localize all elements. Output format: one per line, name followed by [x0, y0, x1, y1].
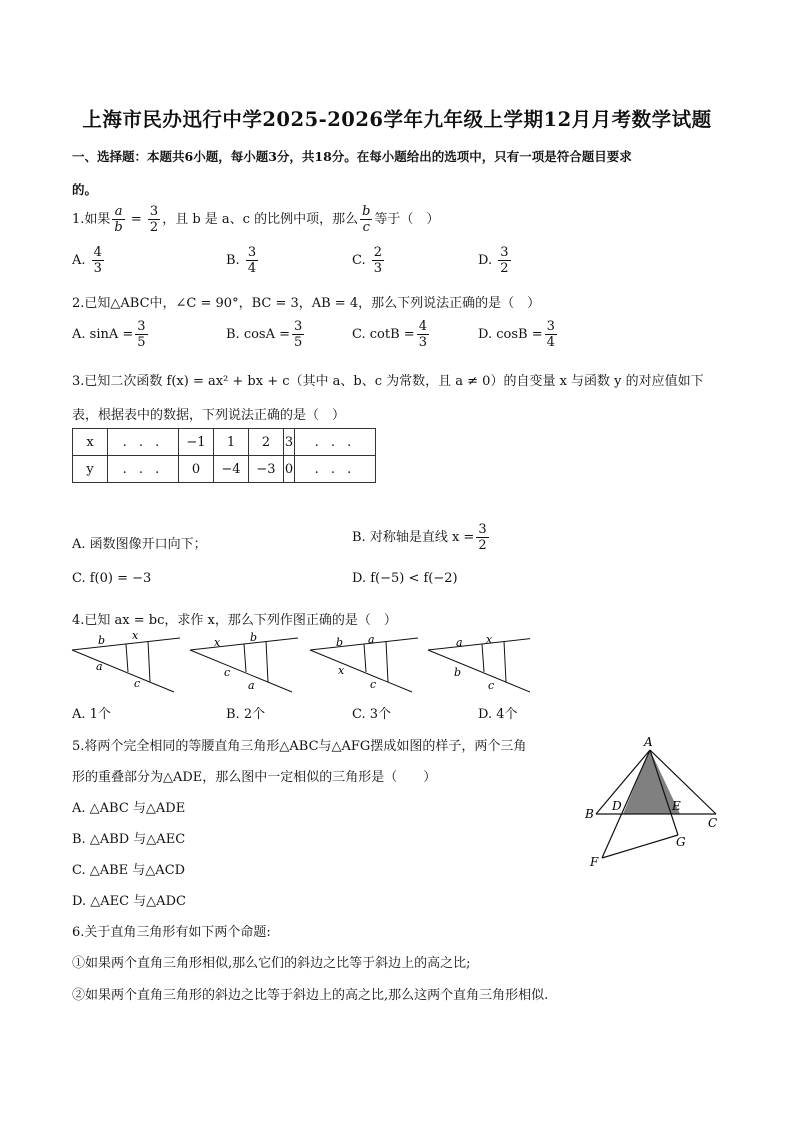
q1-option-a: A. $\frac{4}{3}$ — [72, 245, 102, 276]
question-6-stem: 6.关于直角三角形有如下两个命题: — [72, 925, 271, 940]
table-cell: 2 — [249, 429, 284, 456]
q2-option-b: B. cosA = $\frac{3}{5}$ — [226, 319, 303, 350]
vertex-label-f: F — [590, 855, 599, 869]
vertex-label-g: G — [676, 835, 686, 849]
vertex-label-b: B — [585, 807, 594, 821]
table-cell: 3 — [284, 429, 295, 456]
q4-d2-label: a — [248, 679, 255, 692]
q5-triangle-figure — [578, 734, 728, 874]
table-cell: 0 — [179, 456, 214, 483]
table-cell: x — [73, 429, 108, 456]
q3-value-table — [72, 428, 376, 483]
question-5-stem-line1: 5.将两个完全相同的等腰直角三角形△ABC与△AFG摆成如图的样子，两个三角 — [72, 739, 527, 754]
vertex-label-c: C — [708, 816, 718, 830]
section-heading-line1: 一、选择题：本题共6小题，每小题3分，共18分。在每小题给出的选项中，只有一项是符合题目要求 — [72, 149, 632, 164]
q4-d2-label: b — [250, 631, 258, 644]
q1-fraction-32: $\frac{3}{2}$ — [149, 204, 159, 235]
q4-d3-label: a — [368, 633, 375, 646]
q1-fraction-bc: $\frac{b}{c}$ — [362, 204, 371, 235]
q4-d1-label: x — [132, 630, 139, 642]
table-cell: . . . — [295, 456, 376, 483]
question-3-stem-line1: 3.已知二次函数 f(x) = ax² + bx + c（其中 a、b、c 为常数，且 a ≠ 0）的自变量 x 与函数 y 的对应值如下 — [72, 374, 704, 389]
q4-d4-label: b — [454, 666, 462, 679]
q4-d2-label: x — [214, 636, 221, 649]
table-cell: −1 — [179, 429, 214, 456]
q5-option-d: D. △AEC 与△ADC — [72, 894, 186, 909]
vertex-label-e: E — [672, 799, 681, 813]
table-cell: . . . — [295, 429, 376, 456]
q1-option-c: C. $\frac{2}{3}$ — [352, 245, 383, 276]
q6-proposition-2: ②如果两个直角三角形的斜边之比等于斜边上的高之比,那么这两个直角三角形相似. — [72, 988, 549, 1003]
question-2-stem: 2.已知△ABC中，∠C = 90°，BC = 3，AB = 4，那么下列说法正确的是（ ） — [72, 296, 541, 311]
q6-proposition-1: ①如果两个直角三角形相似,那么它们的斜边之比等于斜边上的高之比; — [72, 956, 471, 971]
q3-option-b: B. 对称轴是直线 x = $\frac{3}{2}$ — [352, 522, 487, 553]
q4-diagram-4 — [428, 633, 530, 692]
q5-option-b: B. △ABD 与△AEC — [72, 832, 186, 847]
q4-d3-label: c — [370, 678, 377, 691]
question-4-stem: 4.已知 ax = bc，求作 x，那么下列作图正确的是（ ） — [72, 613, 397, 628]
q4-construction-diagrams — [70, 630, 530, 700]
question-1-stem: 1.如果 $\frac{a}{b}$ = $\frac{3}{2}$ ，且 b 是 a、c 的比例中项，那么 $\frac{b}{c}$ 等于（ ） — [72, 204, 440, 235]
vertex-label-d: D — [612, 799, 622, 813]
q4-d1-label: b — [98, 634, 106, 647]
q4-d3-label: b — [336, 636, 344, 649]
q2-option-c: C. cotB = $\frac{4}{3}$ — [352, 319, 427, 350]
q5-option-c: C. △ABE 与△ACD — [72, 863, 186, 878]
q1-condition: ，且 b 是 a、c 的比例中项，那么 — [162, 212, 359, 227]
table-cell: −4 — [214, 456, 249, 483]
table-cell: 1 — [214, 429, 249, 456]
q4-diagram-3 — [310, 633, 418, 692]
q1-prefix: 1.如果 — [72, 212, 111, 227]
table-cell: 0 — [284, 456, 295, 483]
q3-option-d: D. f(−5) < f(−2) — [352, 571, 458, 586]
vertex-label-a: A — [644, 735, 653, 749]
q2-option-a: A. sinA = $\frac{3}{5}$ — [72, 319, 146, 350]
table-row-y — [73, 456, 376, 483]
q4-option-c: C. 3个 — [352, 707, 392, 722]
q4-diagram-2 — [190, 631, 298, 692]
table-cell: . . . — [108, 456, 179, 483]
q1-suffix: 等于（ ） — [374, 212, 440, 227]
table-cell: . . . — [108, 429, 179, 456]
table-row-x — [73, 429, 376, 456]
q1-option-d: D. $\frac{3}{2}$ — [478, 245, 509, 276]
q1-fraction-ab: $\frac{a}{b}$ — [114, 204, 123, 235]
page-title: 上海市民办迅行中学2025-2026学年九年级上学期12月月考数学试题 — [82, 108, 712, 131]
q4-d1-label: a — [96, 660, 103, 673]
q4-d4-label: x — [486, 633, 493, 646]
table-cell: y — [73, 456, 108, 483]
q4-option-d: D. 4个 — [478, 707, 518, 722]
q4-diagram-1 — [72, 630, 180, 692]
q3-option-c: C. f(0) = −3 — [72, 571, 152, 586]
q4-d2-label: c — [224, 666, 231, 679]
q4-option-a: A. 1个 — [72, 707, 111, 722]
q4-d1-label: c — [134, 677, 141, 690]
question-5-stem-line2: 形的重叠部分为△ADE，那么图中一定相似的三角形是（ ） — [72, 770, 437, 785]
q4-d4-label: c — [488, 679, 495, 692]
q5-option-a: A. △ABC 与△ADE — [72, 801, 186, 816]
q4-d3-label: x — [338, 664, 345, 677]
q1-option-b: B. $\frac{3}{4}$ — [226, 245, 257, 276]
q4-d4-label: a — [456, 636, 463, 649]
q4-option-b: B. 2个 — [226, 707, 266, 722]
q3-option-a: A. 函数图像开口向下； — [72, 537, 207, 552]
section-heading-line2: 的。 — [72, 182, 98, 197]
q2-option-d: D. cosB = $\frac{3}{4}$ — [478, 319, 555, 350]
table-cell: −3 — [249, 456, 284, 483]
question-3-stem-line2: 表，根据表中的数据，下列说法正确的是（ ） — [72, 408, 346, 423]
